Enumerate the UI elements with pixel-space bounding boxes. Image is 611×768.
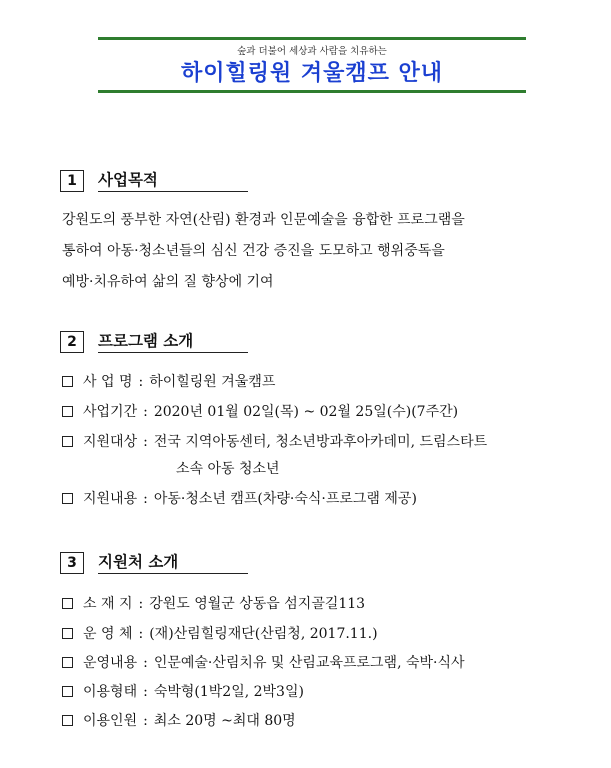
item-separator: : [143, 655, 148, 671]
item-label: 사업기간 [83, 404, 138, 420]
item-value: 최소 20명 ~최대 80명 [153, 713, 296, 729]
section-2-header [60, 330, 248, 354]
checkbox-icon [62, 686, 73, 697]
section-title: 사업목적 [98, 170, 248, 192]
item-value: 전국 지역아동센터, 청소년방과후아카데미, 드림스타트 [153, 434, 488, 450]
paragraph-line: 통하여 아동·청소년들의 심신 건강 증진을 도모하고 행위중독을 [62, 243, 445, 259]
item-value: 강원도 영월군 상동읍 섬지골길113 [149, 596, 366, 612]
checkbox-icon [62, 657, 73, 668]
item-label: 이용형태 [83, 684, 138, 700]
checkbox-icon [62, 406, 73, 417]
list-item [62, 402, 458, 422]
item-separator: : [138, 596, 144, 612]
checkbox-icon [62, 598, 73, 609]
list-item [62, 489, 417, 509]
checkbox-icon [62, 493, 73, 504]
item-label: 지원내용 [83, 491, 138, 507]
item-separator: : [138, 374, 144, 390]
item-separator: : [143, 434, 148, 450]
paragraph-line: 예방·치유하여 삶의 질 향상에 기여 [62, 274, 274, 290]
item-value: 아동·청소년 캠프(차량·숙식·프로그램 제공) [153, 491, 417, 507]
section-1-paragraph [62, 205, 570, 298]
page-title: 하이힐링원 겨울캠프 안내 [180, 61, 444, 86]
section-3-header [60, 551, 248, 575]
section-title: 지원처 소개 [98, 552, 248, 574]
paragraph-line: 강원도의 풍부한 자연(산림) 환경과 인문예술을 융합한 프로그램을 [62, 212, 465, 228]
item-separator: : [138, 626, 144, 642]
page-subtitle: 숲과 더불어 세상과 사람을 치유하는 [237, 46, 387, 57]
item-value: 하이힐링원 겨울캠프 [149, 374, 276, 390]
item-separator: : [143, 404, 148, 420]
item-value: 인문예술·산림치유 및 산림교육프로그램, 숙박·식사 [153, 655, 465, 671]
list-item [62, 682, 304, 702]
item-label: 운영내용 [83, 655, 138, 671]
item-label: 사 업 명 [83, 374, 133, 390]
list-item [62, 711, 296, 731]
item-value: (재)산림힐링재단(산림청, 2017.11.) [149, 626, 378, 642]
item-label: 운 영 체 [83, 626, 133, 642]
section-number-box: 3 [60, 552, 84, 574]
item-value: 2020년 01월 02일(목) ~ 02월 25일(수)(7주간) [153, 404, 459, 420]
list-item [62, 594, 365, 614]
item-label: 이용인원 [83, 713, 138, 729]
list-item [62, 624, 378, 644]
checkbox-icon [62, 628, 73, 639]
section-title: 프로그램 소개 [98, 331, 248, 353]
item-label: 지원대상 [83, 434, 138, 450]
checkbox-icon [62, 376, 73, 387]
checkbox-icon [62, 715, 73, 726]
list-item [62, 653, 465, 673]
list-item [62, 372, 275, 392]
item-label: 소 재 지 [83, 596, 133, 612]
item-value-continuation: 소속 아동 청소년 [176, 461, 280, 477]
item-value: 숙박형(1박2일, 2박3일) [153, 684, 304, 700]
title-banner [98, 37, 526, 93]
section-1-header [60, 169, 248, 193]
item-separator: : [143, 713, 148, 729]
item-separator: : [143, 491, 148, 507]
checkbox-icon [62, 436, 73, 447]
item-separator: : [143, 684, 148, 700]
section-number-box: 2 [60, 331, 84, 353]
list-item [62, 432, 487, 452]
section-number-box: 1 [60, 170, 84, 192]
